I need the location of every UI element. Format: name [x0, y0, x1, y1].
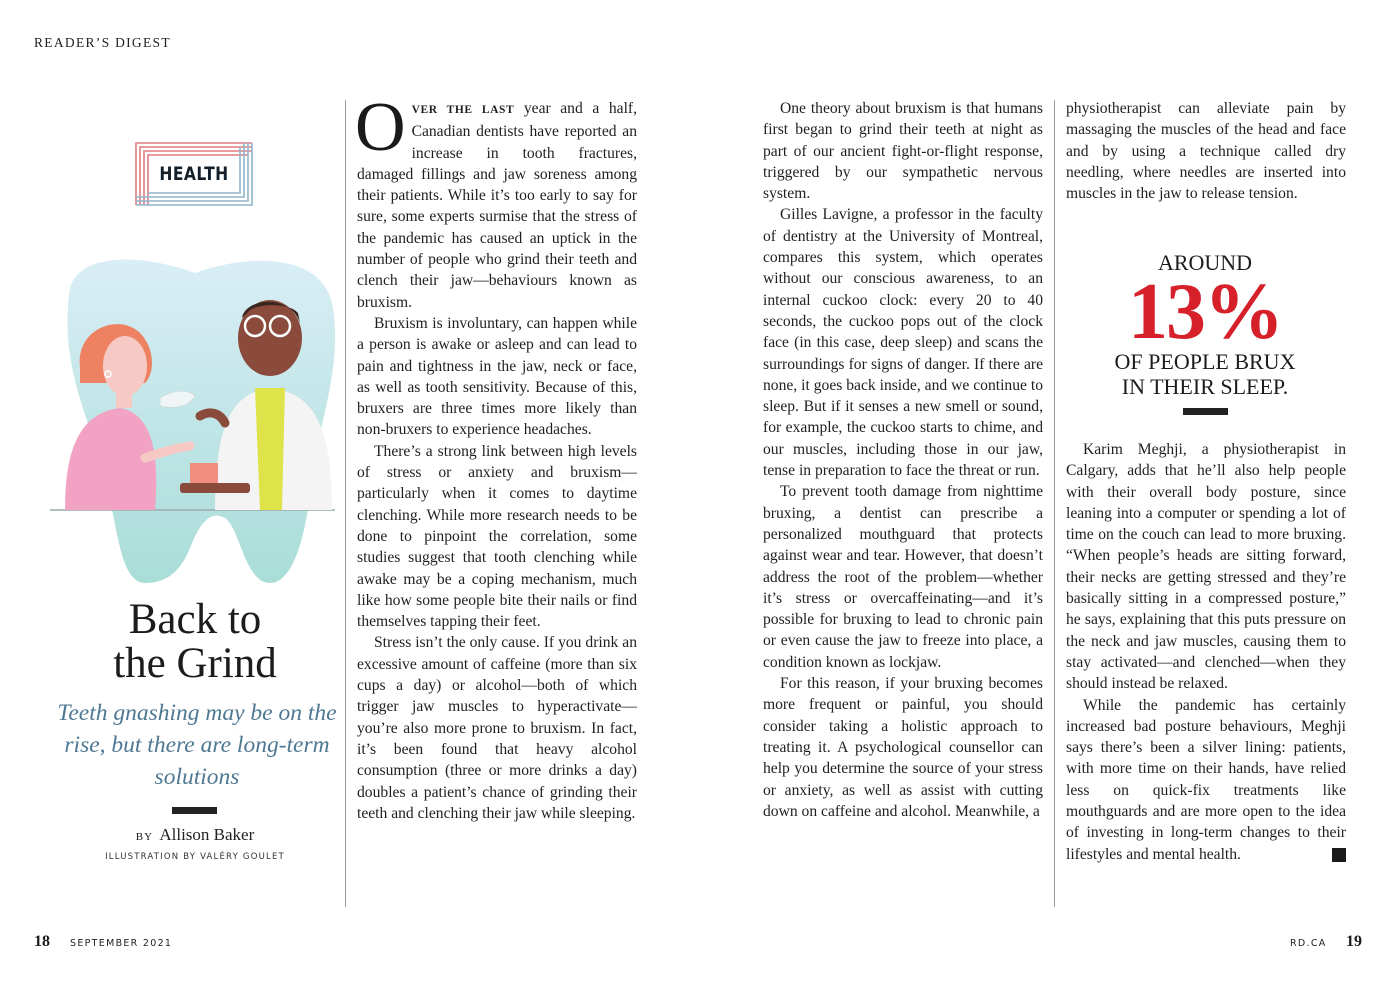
pull-quote-divider	[1183, 408, 1228, 415]
title-line-2: the Grind	[113, 640, 277, 687]
lead-in: VER THE LAST	[411, 104, 515, 116]
pull-quote	[1085, 251, 1325, 399]
website: RD.CA	[1290, 938, 1327, 949]
pull-quote-line-1: OF PEOPLE BRUX	[1114, 349, 1296, 374]
article-paragraph: There’s a strong link between high levels of stress or anxiety and bruxism—particularly when it comes to daytime clenching. While more research needs to be done to pinpoint the correlation, some studies suggest that tooth clenching while awake may be a coping mechanism, much like how some people bite their nails or find themselves tapping their feet.	[357, 442, 637, 631]
article-column-1	[355, 89, 637, 824]
column-divider	[1054, 100, 1055, 907]
illustration-credit: ILLUSTRATION BY VALÉRY GOULET	[105, 852, 285, 862]
article-paragraph: For this reason, if your bruxing becomes more frequent or painful, you should consider taking a holistic approach to treating it. A psychological counsellor can help you determine the source of your stress or anxiety, as well as assist with cutting down on caffeine and alcohol. Meanwhile, a	[763, 675, 1043, 820]
pull-quote-lead: AROUND	[1157, 250, 1253, 275]
article-paragraph: physiotherapist can alleviate pain by massaging the muscles of the head and face and by using a technique called dry needling, where needles are inserted into muscles in the jaw to release tension.	[1066, 100, 1346, 203]
article-paragraph: To prevent tooth damage from nighttime bruxing, a dentist can prescribe a personalized mouthguard that protects against wear and tear. However, that doesn’t address the root of the problem—whether it’s stress or overcaffeinating—and it’s possible for bruxing to lead to chronic pain or even cause the jaw to freeze into place, a condition known as lockjaw.	[763, 483, 1043, 671]
article-paragraph: Stress isn’t the only cause. If you drink an excessive amount of caffeine (more than six cups a day) or alcohol—both of which trigger jaw muscles to hyperactivate—you’re also more prone to bruxism. In fact, it’s been found that heavy alcohol consumption (three or more drinks a day) doubles a patient’s chance of grinding their teeth and clenching their jaw while sleeping.	[357, 634, 637, 822]
article-paragraph: While the pandemic has certainly increased bad posture behaviours, Meghji says there’s been a silver lining: patients, with more time on their hands, have relied less on quick-fix treatments like mouthguards and are more open to the idea of investing in long-term changes to their lifestyles and mental health. R	[1066, 696, 1358, 863]
article-subtitle: Teeth gnashing may be on the rise, but there are long-term solutions	[57, 700, 337, 790]
pull-quote-stat: 13%	[1128, 268, 1282, 356]
article-column-3-top	[1066, 98, 1346, 204]
masthead: READER’S DIGEST	[34, 35, 171, 50]
drop-cap: O	[355, 89, 406, 166]
title-divider	[172, 807, 217, 814]
tooth-dentist-illustration-icon	[50, 248, 340, 588]
pull-quote-line-2: IN THEIR SLEEP.	[1121, 374, 1289, 399]
article-paragraph: One theory about bruxism is that humans first began to grind their teeth at night as part of our ancient fight-or-flight response, triggered by our sympathetic nervous system.	[763, 100, 1043, 203]
article-column-2	[763, 98, 1043, 822]
page-number-right: 19	[1346, 933, 1362, 950]
article-paragraph: Gilles Lavigne, a professor in the faculty of dentistry at the University of Montreal, compares this system, which operates without our conscious awareness, to an internal cuckoo clock: every 20 to 40 seconds, the cuckoo pops out of the clock face (in this case, deep sleep) and scans the surroundings for signs of danger. If there are none, it goes back inside, and we continue to sleep. But if it senses a new smell or sound, for example, the cuckoo starts to chime, and our muscles, including those in our jaw, tense in preparation to face the threat or run.	[763, 206, 1043, 480]
byline-prefix: BY	[135, 831, 154, 843]
article-column-3-bottom	[1066, 439, 1358, 865]
column-divider	[345, 100, 346, 907]
title-line-1: Back to	[128, 596, 262, 643]
section-label: HEALTH	[159, 163, 229, 185]
page-number-left: 18	[34, 933, 50, 950]
article-paragraph: Bruxism is involuntary, can happen while a person is awake or asleep and can lead to pain and tightness in the jaw, neck or face, as well as tooth sensitivity. Because of this, bruxers are three times more likely than non-bruxers to experience headaches.	[357, 314, 637, 439]
author-name: Allison Baker	[159, 825, 255, 844]
article-paragraph: OVER THE LAST year and a half, Canadian dentists have reported an increase in tooth fractures, damaged fillings and jaw soreness among their patients. While it’s too early to say for sure, some experts surmise that the stress of the pandemic has caused an uptick in the number of people who grind their teeth and clench their jaw—behaviours known as bruxism.	[355, 89, 637, 311]
issue-date: SEPTEMBER 2021	[70, 938, 173, 949]
section-badge	[135, 142, 253, 206]
end-mark-icon: R	[1332, 848, 1346, 862]
byline	[40, 825, 350, 845]
article-title	[40, 598, 350, 686]
article-paragraph: Karim Meghji, a physiotherapist in Calgary, adds that he’ll also help people with their overall body posture, since leaning into a computer or spending a lot of time on the couch can lead to more bruxing. “When people’s heads are sitting forward, their necks are getting stressed and they’re basically sitting in a compressed posture,” he says, explaining that this puts pressure on the neck and jaw muscles, causing them to stay activated—and clenched—when they should instead be relaxed.	[1066, 441, 1346, 693]
